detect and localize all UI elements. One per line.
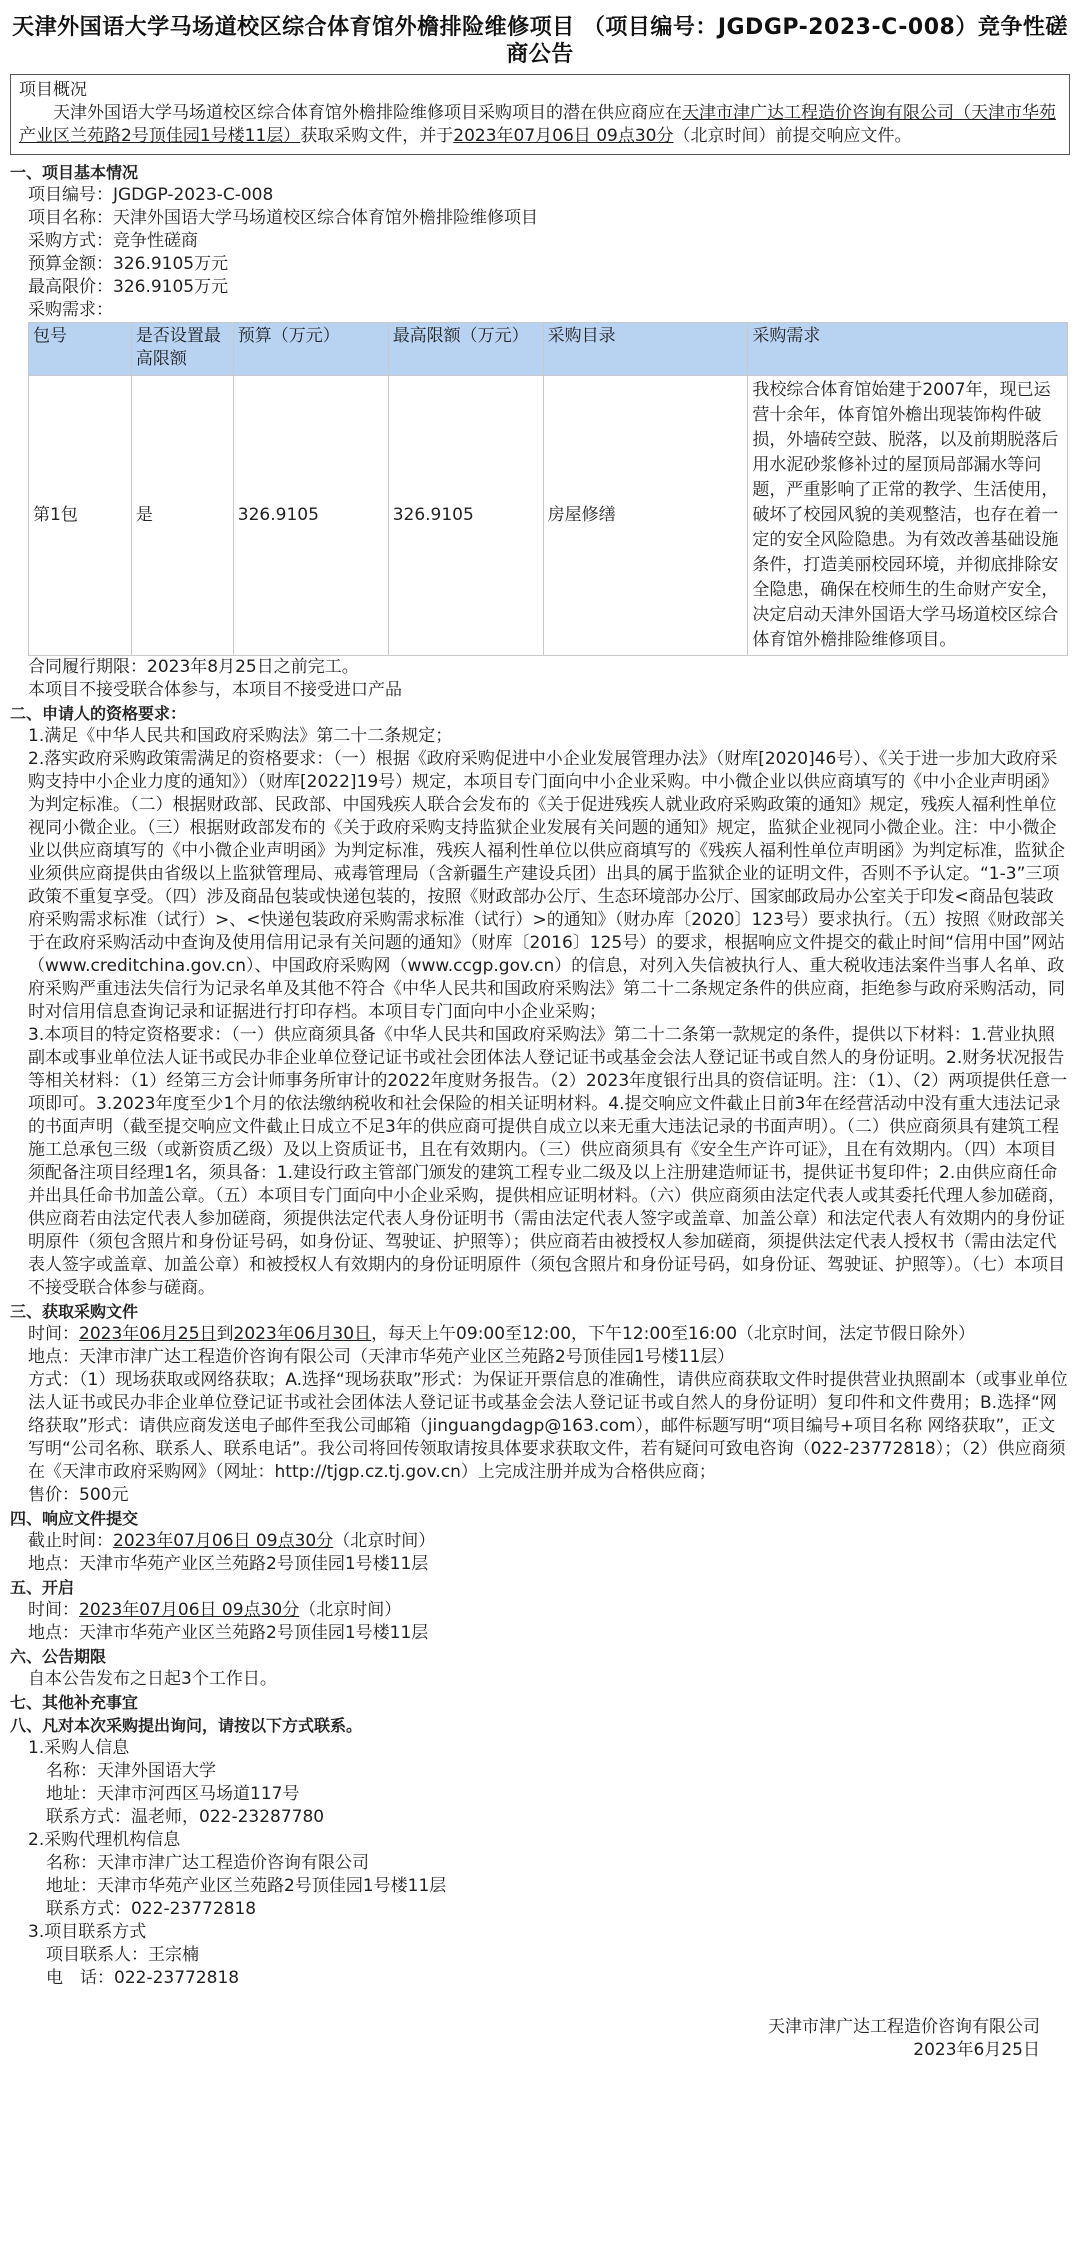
announcement-period: 自本公告发布之日起3个工作日。 [28, 1669, 277, 1689]
section-heading-opening: 五、开启 [10, 1578, 75, 1597]
table-header-row [29, 323, 1068, 376]
agency-name: 名称：天津市津广达工程造价咨询有限公司 [46, 1853, 369, 1873]
obtain-docs-info [10, 1323, 1070, 1507]
basic-info-list [10, 184, 1070, 322]
obtain-start-date: 2023年06月25日 [79, 1324, 217, 1344]
basic-info-item: 采购需求： [28, 300, 113, 320]
section-heading-basic-info: 一、项目基本情况 [10, 163, 139, 182]
signature-block [10, 2016, 1070, 2062]
contract-info [10, 656, 1070, 702]
overview-text [19, 102, 1061, 148]
basic-info-item: 最高限价：326.9105万元 [28, 277, 229, 297]
obtain-time-rest: ，每天上午09:00至12:00，下午12:00至16:00（北京时间，法定节假日除外） [371, 1324, 976, 1344]
basic-info-item: 预算金额：326.9105万元 [28, 254, 229, 274]
obtain-place: 地点：天津市津广达工程造价咨询有限公司（天津市华苑产业区兰苑路2号顶佳园1号楼11层） [28, 1347, 735, 1367]
opening-time-rest: （北京时间） [299, 1600, 402, 1620]
table-cell: 326.9105 [233, 376, 388, 656]
opening-time [28, 1599, 1070, 1622]
section-heading-submission: 四、响应文件提交 [10, 1509, 139, 1528]
column-header: 采购目录 [543, 323, 748, 376]
submission-deadline-label: 截止时间： [28, 1531, 113, 1551]
overview-label: 项目概况 [19, 80, 87, 100]
overview-location: 天津市津广达工程造价咨询有限公司（天津市华苑产业区兰苑路2号顶佳园1号楼11层） [19, 103, 1056, 146]
section-heading-contact: 八、凡对本次采购提出询问，请按以下方式联系。 [10, 1716, 363, 1735]
table-cell: 第1包 [29, 376, 132, 656]
section-heading-obtain-docs: 三、获取采购文件 [10, 1302, 139, 1321]
submission-deadline-rest: （北京时间） [333, 1531, 436, 1551]
column-header: 包号 [29, 323, 132, 376]
signature-date: 2023年6月25日 [913, 2040, 1040, 2060]
basic-info-item: 采购方式：竞争性磋商 [28, 231, 198, 251]
column-header: 预算（万元） [233, 323, 388, 376]
qualification-item: 2.落实政府采购政策需满足的资格要求：（一）根据《政府采购促进中小企业发展管理办法》（财库[2020]46号）、《关于进一步加大政府采购支持中小企业力度的通知》）（财库[2022]19号）规定，本项目专门面向中小企业采购。中小微企业以供应商填写的《中小企业声明函》为判定标准。（二）根据财政部、民政部、中国残疾人联合会发布的《关于促进残疾人就业政府采购政策的通知》规定，残疾人福利性单位视同小微企业。（三）根据财政部发布的《关于政府采购支持监狱企业发展有关问题的通知》规定，监狱企业视同小微企业。注：中小微企业以供应商填写的《中小微企业声明函》为判定标准，残疾人福利性单位以供应商填写的《残疾人福利性单位声明函》为判定标准，监狱企业须供应商提供由省级以上监狱管理局、戒毒管理局（含新疆生产建设兵团）出具的属于监狱企业的证明文件，否则不予认定。“1-3”三项政策不重复享受。（四）涉及商品包装或快递包装的，按照《财政部办公厅、生态环境部办公厅、国家邮政局办公室关于印发<商品包装政府采购需求标准（试行）>、<快递包装政府采购需求标准（试行）>的通知》（财办库〔2020〕123号）要求执行。（五）按照《财政部关于在政府采购活动中查询及使用信用记录有关问题的通知》（财库〔2016〕125号）的要求，根据响应文件提交的截止时间“信用中国”网站（www.creditchina.gov.cn）、中国政府采购网（www.ccgp.gov.cn）的信息，对列入失信被执行人、重大税收违法案件当事人名单、政府采购严重违法失信行为记录名单及其他不符合《中华人民共和国政府采购法》第二十二条规定条件的供应商，拒绝参与政府采购活动，同时对信用信息查询记录和证据进行打印存档。本项目专门面向中小企业采购； [28, 749, 1065, 1022]
opening-info [10, 1599, 1070, 1645]
column-header: 是否设置最高限额 [131, 323, 233, 376]
obtain-method: 方式：（1）现场获取或网络获取；A.选择“现场获取”形式：为保证开票信息的准确性，请供应商获取文件时提供营业执照副本（或事业单位法人证书或民办非企业单位登记证书或社会团体法人登记证书或基金会法人登记证书或自然人的身份证明）复印件和文件费用；B.选择“网络获取”形式：请供应商发送电子邮件至我公司邮箱（jinguangdagp@163.com），邮件标题写明“项目编号+项目名称 网络获取”，正文写明“公司名称、联系人、联系电话”。我公司将回传领取请按具体要求获取文件，若有疑问可致电咨询（022-23772818）；（2）供应商须在《天津市政府采购网》（网址：http://tjgp.cz.tj.gov.cn）上完成注册并成为合格供应商； [28, 1370, 1068, 1482]
obtain-time [28, 1323, 1070, 1346]
agency-address: 地址：天津市华苑产业区兰苑路2号顶佳园1号楼11层 [46, 1876, 447, 1896]
purchaser-details [28, 1760, 1070, 1829]
basic-info-item: 项目编号：JGDGP-2023-C-008 [28, 185, 274, 205]
section-heading-qualifications: 二、申请人的资格要求： [10, 704, 187, 723]
submission-info [10, 1530, 1070, 1576]
announcement [10, 10, 1070, 2062]
project-contact-person: 项目联系人：王宗楠 [46, 1945, 199, 1965]
purchaser-name: 名称：天津外国语大学 [46, 1761, 216, 1781]
contact-info [10, 1737, 1070, 1990]
overview-text-part: 获取采购文件，并于 [300, 126, 454, 146]
overview-text-part: 天津外国语大学马场道校区综合体育馆外檐排险维修项目采购项目的潜在供应商应在 [53, 103, 682, 123]
submission-place: 地点：天津市华苑产业区兰苑路2号顶佳园1号楼11层 [28, 1554, 429, 1574]
contract-period: 合同履行期限：2023年8月25日之前完工。 [28, 657, 359, 677]
page-title: 天津外国语大学马场道校区综合体育馆外檐排险维修项目 （项目编号：JGDGP-2023-C-008）竞争性磋商公告 [12, 15, 1068, 67]
agency-contact: 联系方式：022-23772818 [46, 1899, 257, 1919]
project-contact-title: 3.项目联系方式 [28, 1922, 147, 1942]
overview-deadline: 2023年07月06日 09点30分 [453, 126, 674, 146]
qualification-list [10, 725, 1070, 1300]
consortium-note: 本项目不接受联合体参与，本项目不接受进口产品 [28, 680, 402, 700]
obtain-time-to: 到 [216, 1324, 234, 1344]
obtain-end-date: 2023年06月30日 [233, 1324, 372, 1344]
table-row [29, 376, 1068, 656]
agency-details [28, 1852, 1070, 1921]
table-cell: 房屋修缮 [543, 376, 748, 656]
purchaser-contact: 联系方式：温老师，022-23287780 [46, 1807, 325, 1827]
column-header: 采购需求 [748, 323, 1068, 376]
project-overview-box [10, 74, 1070, 155]
obtain-price: 售价：500元 [28, 1485, 129, 1505]
overview-text-part: （北京时间）前提交响应文件。 [673, 126, 912, 146]
basic-info-item: 项目名称：天津外国语大学马场道校区综合体育馆外檐排险维修项目 [28, 208, 538, 228]
qualification-item: 3.本项目的特定资格要求：（一）供应商须具备《中华人民共和国政府采购法》第二十二条第一款规定的条件，提供以下材料：1.营业执照副本或事业单位法人证书或民办非企业单位登记证书或社会团体法人登记证书或基金会法人登记证书或自然人的身份证明。2.财务状况报告等相关材料：（1）经第三方会计师事务所审计的2022年度财务报告。（2）2023年度银行出具的资信证明。注：（1）、（2）两项提供任意一项即可。3.2023年度至少1个月的依法缴纳税收和社会保险的相关证明材料。4.提交响应文件截止日前3年在经营活动中没有重大违法记录的书面声明（截至提交响应文件截止日成立不足3年的供应商可提供自成立以来无重大违法记录的书面声明）。（二）供应商须具有建筑工程施工总承包三级（或新资质乙级）及以上资质证书，且在有效期内。（三）供应商须具有《安全生产许可证》，且在有效期内。（四）本项目须配备注项目经理1名，须具备：1.建设行政主管部门颁发的建筑工程专业二级及以上注册建造师证书，提供证书复印件；2.由供应商任命并出具任命书加盖公章。（五）本项目专门面向中小企业采购，提供相应证明材料。（六）供应商须由法定代表人或其委托代理人参加磋商，供应商若由法定代表人参加磋商，须提供法定代表人身份证明书（需由法定代表人签字或盖章、加盖公章）和法定代表人有效期内的身份证明原件（须包含照片和身份证号码，如身份证、驾驶证、护照等）；供应商若由被授权人参加磋商，须提供法定代表人授权书（需由法定代表人签字或盖章、加盖公章）和被授权人有效期内的身份证明原件（须包含照片和身份证号码，如身份证、驾驶证、护照等）。（七）本项目不接受联合体参与磋商。 [28, 1025, 1068, 1298]
procurement-table [28, 322, 1068, 656]
submission-deadline [28, 1530, 1070, 1553]
purchaser-address: 地址：天津市河西区马场道117号 [46, 1784, 300, 1804]
signature-org: 天津市津广达工程造价咨询有限公司 [768, 2017, 1040, 2037]
submission-deadline-date: 2023年07月06日 09点30分 [113, 1531, 334, 1551]
opening-time-date: 2023年07月06日 09点30分 [79, 1600, 300, 1620]
opening-time-label: 时间： [28, 1600, 79, 1620]
project-contact-phone: 电 话：022-23772818 [46, 1968, 240, 1988]
qualification-item: 1.满足《中华人民共和国政府采购法》第二十二条规定； [28, 726, 453, 746]
agency-title: 2.采购代理机构信息 [28, 1830, 181, 1850]
purchaser-title: 1.采购人信息 [28, 1738, 130, 1758]
column-header: 最高限额（万元） [388, 323, 543, 376]
obtain-time-label: 时间： [28, 1324, 79, 1344]
section-heading-other-matters: 七、其他补充事宜 [10, 1693, 139, 1712]
opening-place: 地点：天津市华苑产业区兰苑路2号顶佳园1号楼11层 [28, 1623, 429, 1643]
table-cell: 是 [131, 376, 233, 656]
section-heading-announcement-period: 六、公告期限 [10, 1647, 107, 1666]
project-contact-details [28, 1944, 1070, 1990]
table-cell: 我校综合体育馆始建于2007年，现已运营十余年，体育馆外檐出现装饰构件破损，外墙砖空鼓、脱落，以及前期脱落后用水泥砂浆修补过的屋顶局部漏水等问题，严重影响了正常的教学、生活使用，破坏了校园风貌的美观整洁，也存在着一定的安全风险隐患。为有效改善基础设施条件，打造美丽校园环境，并彻底排除安全隐患，确保在校师生的生命财产安全，决定启动天津外国语大学马场道校区综合体育馆外檐排险维修项目。 [748, 376, 1068, 656]
table-cell: 326.9105 [388, 376, 543, 656]
